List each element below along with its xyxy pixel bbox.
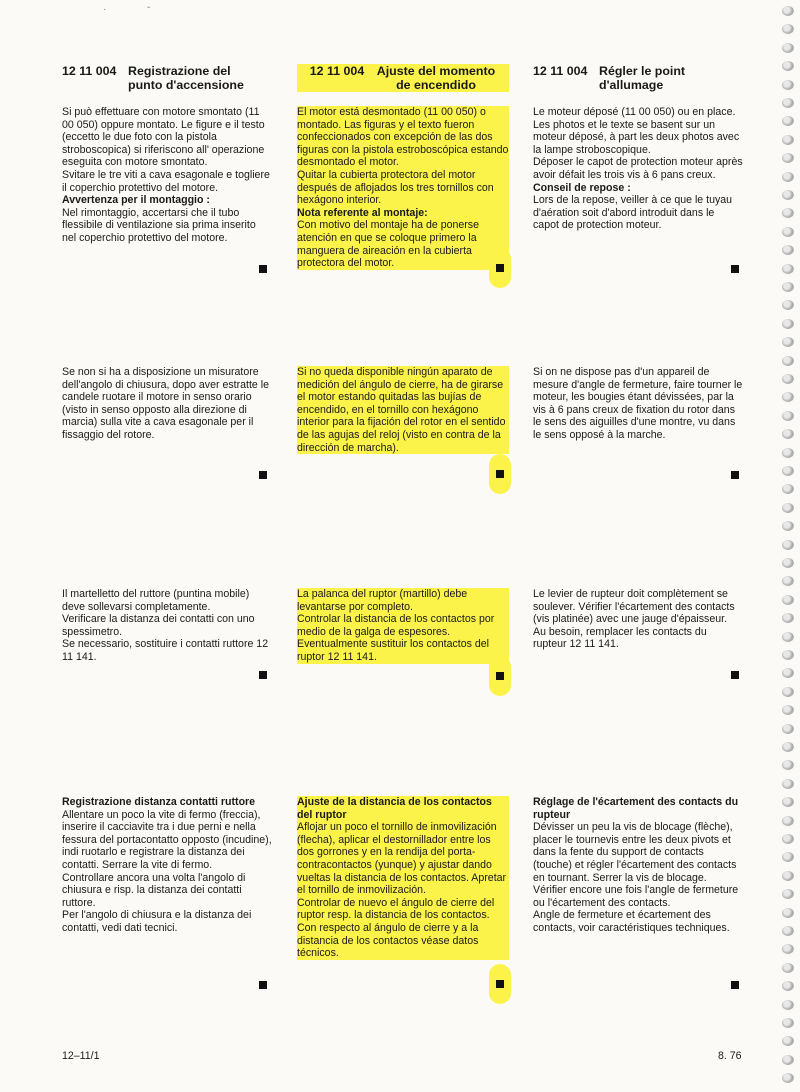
binding-ring [782,1000,794,1010]
body-text: El motor está desmontado (11 00 050) o montado. Las figuras y el texto fueron confeccionados con excepción de las dos figuras con la pistola estroboscópica estando desmontado el motor. Quitar la cubierta protectora del motor después de aflojados los tres tornillos con hexágono interior. [297,106,509,207]
section-heading [62,64,272,92]
binding-ring [782,264,794,274]
body-text: Le levier de rupteur doit complètement se soulever. Vérifier l'écartement des contacts (vis platinée) avec une jauge d'épaisseur. Au besoin, remplacer les contacts du rupteur 12 11 141. [533,588,735,651]
spiral-binding [774,0,800,1092]
section-heading [533,64,743,92]
body-text: Si on ne dispose pas d'un appareil de mesure d'angle de fermeture, faire tourner le moteur, les bougies étant dévissées, par la vis à 6 pans creux de fixation du rotor dans le sens des aiguilles d'une montre, vu dans le sens opposé à la marche. [533,366,743,441]
binding-ring [782,908,794,918]
procedure-title: Registrazione del punto d'accensione [128,64,244,92]
body-text: Lors de la repose, veiller à ce que le tuyau d'aération soit d'abord introduit dans le capot de protection moteur. [533,194,733,232]
binding-ring [782,24,794,34]
subheading: Nota referente al montaje: [297,206,428,219]
binding-ring [782,558,794,568]
end-marker [259,471,267,479]
binding-ring [782,944,794,954]
binding-ring [782,282,794,292]
binding-ring [782,98,794,108]
section4-es [297,796,509,960]
binding-ring [782,852,794,862]
binding-ring [782,687,794,697]
binding-ring [782,172,794,182]
end-marker [731,981,739,989]
binding-ring [782,484,794,494]
section1-es [297,64,509,270]
section1-fr [533,64,743,232]
end-marker [259,265,267,273]
binding-ring [782,926,794,936]
subheading: Avvertenza per il montaggio : [62,194,210,207]
procedure-title: Ajuste del momento de encendido [376,64,496,92]
body-text: La palanca del ruptor (martillo) debe levantarse por completo. Controlar la distancia de los contactos por medio de la galga de espesores. Eventualmente sustituir los contactos del ruptor 12 11 141. [297,588,495,663]
binding-ring [782,300,794,310]
binding-ring [782,576,794,586]
end-marker [731,265,739,273]
binding-ring [782,1073,794,1083]
section2-fr [533,366,743,442]
binding-ring [782,889,794,899]
body-text: Nel rimontaggio, accertarsi che il tubo flessibile di ventilazione sia prima inserito nel coperchio protettivo del motore. [62,206,256,244]
binding-ring [782,319,794,329]
end-marker-highlighted [489,454,511,494]
binding-ring [782,632,794,642]
binding-ring [782,613,794,623]
binding-ring [782,153,794,163]
page-number: 12–11/1 [62,1050,100,1062]
subheading: Registrazione distanza contatti ruttore [62,796,256,808]
binding-ring [782,1055,794,1065]
binding-ring [782,521,794,531]
binding-ring [782,779,794,789]
end-marker-highlighted [489,656,511,696]
end-marker-highlighted [489,964,511,1004]
section2-es [297,366,509,454]
subheading: Réglage de l'écartement des contacts du rupteur [533,796,739,821]
section3-it [62,588,272,664]
body-text: Il martelletto del ruttore (puntina mobile) deve sollevarsi completamente. Verificare la distanza dei contatti con uno spessimetro. Se necessario, sostituire i contatti ruttore 12 11 141. [62,588,269,663]
section4-it [62,796,272,935]
binding-ring [782,227,794,237]
body-text: Si no queda disponible ningún aparato de medición del ángulo de cierre, ha de girarse el motor estando quitadas las bujías de encendido, en el tornillo con hexágono interior para la fijación del rotor en el sentido de las agujas del reloj (visto en contra de la dirección de marcha). [297,366,506,454]
body-text: Con motivo del montaje ha de ponerse atención en que se coloque primero la manguera de aireación en la cubierta protectora del motor. [297,219,479,270]
end-marker [731,671,739,679]
section3-es [297,588,509,664]
binding-ring [782,208,794,218]
binding-ring [782,190,794,200]
binding-ring [782,1036,794,1046]
body-text: Aflojar un poco el tornillo de inmovilización (flecha), aplicar el destornillador entre los dos gorrones y en la rendija del porta-contracontactos (yunque) y ajustar dando vueltas la distancia de los contactos. Apretar el tornillo de inmovilización. Controlar de nuevo el ángulo de cierre del ruptor resp. la distancia de los contactos. Con respecto al ángulo de cierre y a la distancia de los contactos véase datos técnicos. [297,821,507,960]
end-marker [731,471,739,479]
binding-ring [782,337,794,347]
binding-ring [782,981,794,991]
binding-ring [782,411,794,421]
binding-ring [782,668,794,678]
binding-ring [782,356,794,366]
body-text: Dévisser un peu la vis de blocage (flèche), placer le tournevis entre les deux pivots et dans la fente du support de contacts (touche) et régler l'écartement des contacts en tournant. Serrer la vis de blocage. Vérifier encore une fois l'angle de fermeture ou l'écartement des contacts. Angle de fermeture et écartement des contacts, voir caractéristiques techniques. [533,821,739,934]
binding-ring [782,80,794,90]
section1-it [62,64,272,245]
binding-ring [782,1018,794,1028]
binding-ring [782,43,794,53]
body-text: Allentare un poco la vite di fermo (freccia), inserire il cacciavite tra i due perni e nella fessura del portacontatto opposto (incudine), indi ruotarlo e registrare la distanza dei contatti. Serrare la vite di fermo. Controllare ancora una volta l'angolo di chiusura e risp. la distanza dei contatti ruttore. Per l'angolo di chiusura e la distanza dei contatti, vedi dati tecnici. [62,808,272,934]
binding-ring [782,245,794,255]
subheading: Conseil de repose : [533,181,631,194]
binding-ring [782,392,794,402]
body-text: Se non si ha a disposizione un misuratore dell'angolo di chiusura, dopo aver estratte le candele ruotare il motore in senso orario (visto in senso opposto alla direzione di marcia) sulla vite a cava esagonale per il fissaggio del rotore. [62,366,269,441]
binding-ring [782,742,794,752]
section-heading [297,64,509,92]
body-text: Le moteur déposé (11 00 050) ou en place. Les photos et le texte se basent sur un moteur déposé, à part les deux photos avec la lampe stroboscopique. Déposer le capot de protection moteur après avoir défait les trois vis à 6 pans creux. [533,106,743,181]
binding-ring [782,116,794,126]
end-marker [259,981,267,989]
binding-ring [782,374,794,384]
binding-ring [782,760,794,770]
binding-ring [782,963,794,973]
binding-ring [782,797,794,807]
binding-ring [782,595,794,605]
binding-ring [782,503,794,513]
end-marker-highlighted [489,248,511,288]
procedure-title: Régler le point d'allumage [599,64,686,92]
edition-date: 8. 76 [718,1050,742,1062]
binding-ring [782,834,794,844]
binding-ring [782,705,794,715]
binding-ring [782,724,794,734]
section3-fr [533,588,743,651]
binding-ring [782,650,794,660]
binding-ring [782,6,794,16]
binding-ring [782,429,794,439]
binding-ring [782,448,794,458]
binding-ring [782,61,794,71]
binding-ring [782,871,794,881]
scan-mark: · [103,4,107,15]
scan-mark: ˇ [147,6,151,17]
binding-ring [782,466,794,476]
subheading: Ajuste de la distancia de los contactos del ruptor [297,796,492,821]
section4-fr [533,796,743,935]
binding-ring [782,816,794,826]
section2-it [62,366,272,442]
binding-ring [782,540,794,550]
procedure-code: 12 11 004 [533,64,588,78]
body-text: Si può effettuare con motore smontato (11 00 050) oppure montato. Le figure e il testo (eccetto le due foto con la pistola stroboscopica) si riferiscono all' operazione eseguita con motore smontato. Svitare le tre viti a cava esagonale e togliere il coperchio protettivo del motore. [62,106,270,194]
end-marker [259,671,267,679]
procedure-code: 12 11 004 [309,64,365,78]
binding-ring [782,135,794,145]
procedure-code: 12 11 004 [62,64,117,78]
